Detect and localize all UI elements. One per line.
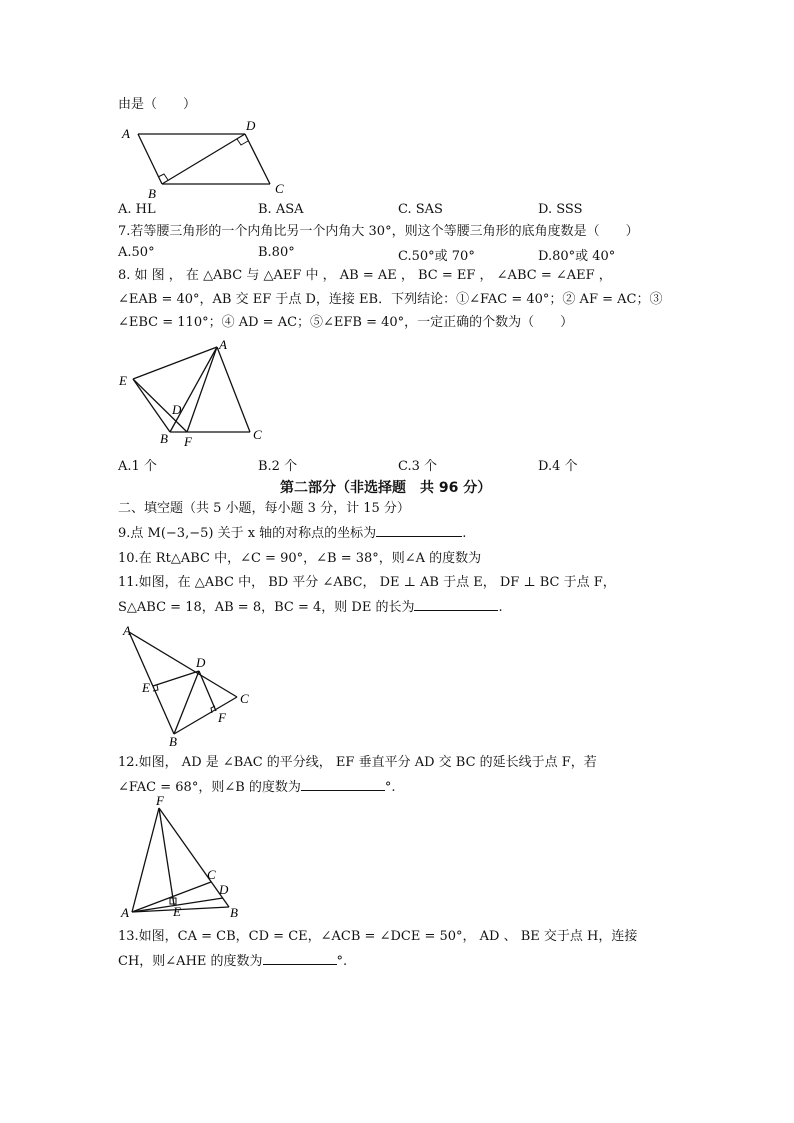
q11-label-b: B [169, 734, 177, 748]
q6-option-c[interactable]: C. SAS [398, 202, 443, 217]
q7-option-a[interactable]: A.50° [118, 245, 155, 260]
part2-title: 第二部分（非选择题 共 96 分） [280, 480, 492, 496]
q8-stem-line3: ∠EBC = 110°；④ AD = AC；⑤∠EFB = 40°，一定正确的个数为（ ） [118, 315, 574, 330]
q12-figure [112, 796, 252, 922]
q7-option-d[interactable]: D.80°或 40° [538, 249, 616, 264]
q8-option-d[interactable]: D.4 个 [538, 459, 578, 474]
q6-option-b[interactable]: B. ASA [258, 202, 304, 217]
q10-stem: 10.在 Rt△ABC 中，∠C = 90°，∠B = 38°，则∠A 的度数为 [118, 551, 482, 566]
q11-label-d: D [196, 655, 206, 670]
q6-label-c: C [275, 181, 284, 196]
q8-label-d: D [172, 402, 182, 417]
q12-label-f: F [156, 796, 164, 808]
q8-label-f: F [184, 434, 192, 449]
q8-label-a: A [219, 337, 227, 352]
q12-stem-line1: 12.如图， AD 是 ∠BAC 的平分线， EF 垂直平分 AD 交 BC 的延长线于点 F，若 [118, 755, 597, 770]
q9-answer-blank[interactable] [376, 524, 462, 537]
q12-label-d: D [219, 882, 229, 897]
q6-figure [112, 114, 302, 200]
q8-label-e: E [119, 373, 127, 388]
q12-label-c: C [207, 867, 216, 882]
q12-label-b: B [230, 905, 238, 920]
q11-label-f: F [218, 710, 226, 725]
q11-stem-line2: S△ABC = 18，AB = 8，BC = 4，则 DE 的长为 . [118, 600, 503, 615]
q8-stem-line2: ∠EAB = 40°，AB 交 EF 于点 D，连接 EB．下列结论：①∠FAC = 40°；② AF = AC；③ [118, 292, 663, 307]
q7-option-c[interactable]: C.50°或 70° [398, 249, 475, 264]
q11-label-c: C [240, 691, 249, 706]
q8-figure [112, 336, 272, 450]
fill-blank-header: 二、填空题（共 5 小题，每小题 3 分，计 15 分） [118, 501, 410, 516]
q12-label-e: E [173, 904, 181, 919]
q11-label-a: A [123, 623, 131, 638]
q11-label-e: E [142, 680, 150, 695]
q12-answer-blank[interactable] [301, 778, 385, 791]
q8-stem-line1: 8. 如 图 ， 在 △ABC 与 △AEF 中 ， AB = AE ， BC = EF ， ∠ABC = ∠AEF ， [118, 268, 612, 283]
q8-option-a[interactable]: A.1 个 [118, 459, 157, 474]
q11-answer-blank[interactable] [414, 598, 498, 611]
q6-option-a[interactable]: A. HL [118, 202, 156, 217]
q6-label-b: B [148, 186, 156, 200]
q11-stem-line1: 11.如图，在 △ABC 中， BD 平分 ∠ABC， DE ⊥ AB 于点 E， DF ⊥ BC 于点 F， [118, 575, 616, 590]
q9-stem: 9.点 M(−3,−5) 关于 x 轴的对称点的坐标为 . [118, 526, 467, 541]
q6-option-d[interactable]: D. SSS [538, 202, 583, 217]
q8-label-b: B [160, 431, 168, 446]
q12-label-a: A [121, 905, 129, 920]
q8-label-c: C [253, 427, 262, 442]
q12-stem-line2: ∠FAC = 68°，则∠B 的度数为 °. [118, 780, 396, 795]
q6-label-d: D [246, 118, 256, 133]
q13-stem-line2: CH，则∠AHE 的度数为 °. [118, 954, 348, 969]
q6-label-a: A [122, 126, 130, 141]
q13-answer-blank[interactable] [263, 952, 337, 965]
q8-option-c[interactable]: C.3 个 [398, 459, 438, 474]
q7-option-b[interactable]: B.80° [258, 245, 295, 260]
q13-stem-line1: 13.如图，CA = CB，CD = CE，∠ACB = ∠DCE = 50°， AD 、 BE 交于点 H，连接 [118, 929, 638, 944]
q8-option-b[interactable]: B.2 个 [258, 459, 298, 474]
q6-stem-tail: 由是（ ） [118, 97, 197, 112]
q11-figure [112, 622, 262, 748]
q7-stem: 7.若等腰三角形的一个内角比另一个内角大 30°，则这个等腰三角形的底角度数是（ ） [118, 224, 639, 239]
